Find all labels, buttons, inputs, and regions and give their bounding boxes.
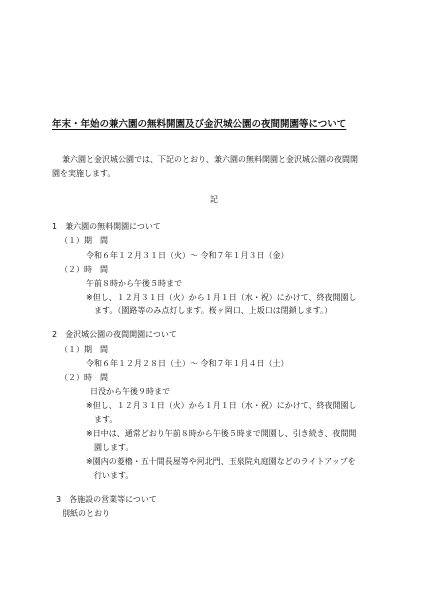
section1-note-line-2: ます。（園路等のみ点灯します。桜ヶ岡口、上坂口は閉鎖します。） xyxy=(94,306,333,315)
intro-line-2: 園を実施します。 xyxy=(52,169,116,178)
section3-heading: 3 各施設の営業等について xyxy=(56,495,157,504)
section2-note3-line-1: ※園内の菱櫓・五十間長屋等や河北門、玉泉院丸庭園などのライトアップを xyxy=(86,457,356,466)
section2-note2-line-2: 園します。 xyxy=(94,443,134,452)
section2-note3-line-2: 行います。 xyxy=(94,471,134,480)
section2-time-value: 日没から午後９時まで xyxy=(90,387,170,396)
section1-time-label: （２）時 間 xyxy=(60,265,108,274)
section2-time-label: （２）時 間 xyxy=(60,373,108,382)
section3-body: 別紙のとおり xyxy=(62,509,110,518)
intro-line-1: 兼六園と金沢城公園では、下記のとおり、兼六園の無料開園と金沢城公園の夜間開 xyxy=(62,155,358,164)
section2-period-value: 令和６年１２月２８日（土）～ 令和７年１月４日（土） xyxy=(86,359,289,368)
section2-note1-line-2: ます。 xyxy=(94,415,118,424)
section2-period-label: （１）期 間 xyxy=(60,345,108,354)
section1-heading: 1 兼六園の無料開園について xyxy=(52,222,161,231)
section1-note-line-1: ※但し、１２月３１日（火）から１月１日（水・祝）にかけて、終夜開園し xyxy=(86,293,357,302)
ki-heading: 記 xyxy=(210,195,218,204)
section1-time-value: 午前８時から午後５時まで xyxy=(86,279,182,288)
section2-note1-line-1: ※但し、１２月３１日（火）から１月１日（水・祝）にかけて、終夜開園し xyxy=(86,401,357,410)
section1-period-value: 令和６年１２月３１日（火）～ 令和７年１月３日（金） xyxy=(86,251,289,260)
section2-note2-line-1: ※日中は、通常どおり午前８時から午後５時まで開園し、引き続き、夜間開 xyxy=(86,429,357,438)
section1-period-label: （１）期 間 xyxy=(60,236,108,245)
document-title: 年末・年始の兼六園の無料開園及び金沢城公園の夜間開園等について xyxy=(52,119,347,130)
section2-heading: 2 金沢城公園の夜間開園について xyxy=(52,330,177,339)
